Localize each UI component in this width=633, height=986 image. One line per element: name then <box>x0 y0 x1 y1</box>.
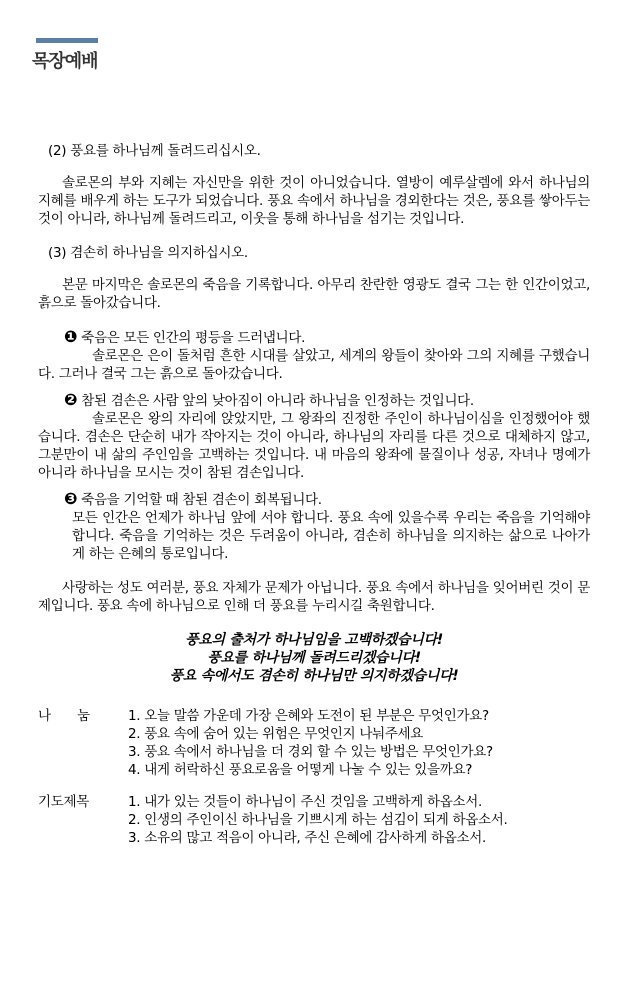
point-3-title: 죽음을 기억할 때 참된 겸손이 회복됩니다. <box>81 492 322 508</box>
sharing-label: 나 눔 <box>38 708 90 724</box>
point-2 <box>38 391 590 482</box>
sharing-item-2: 2. 풍요 속에 숨어 있는 위험은 무엇인지 나눠주세요 <box>128 726 424 742</box>
point-2-body: 솔로몬은 왕의 자리에 앉았지만, 그 왕좌의 진정한 주인이 하나님이심을 인정했어야 했습니다. 겸손은 단순히 내가 작아지는 것이 아니라, 하나님의 자리를 다른 것으로 대체하지 않고, 그분만이 내 삶의 주인임을 고백하는 것입니다. 내 마음의 왕좌에 물질이나 성공, 자녀나 명예가 아니라 하나님을 모시는 것이 참된 겸손입니다. <box>38 411 590 481</box>
declarations <box>38 631 590 685</box>
point-1-title: 죽음은 모든 인간의 평등을 드러냅니다. <box>81 330 306 346</box>
declaration-3: 풍요 속에서도 겸손히 하나님만 의지하겠습니다! <box>169 668 459 684</box>
prayer-item-2: 2. 인생의 주인이신 하나님을 기쁘시게 하는 섬김이 되게 하옵소서. <box>128 812 508 828</box>
logo-bar <box>36 38 98 43</box>
point-1-marker: ❶ <box>64 327 78 346</box>
point-1 <box>38 328 590 383</box>
section-3-heading: (3) 겸손히 하나님을 의지하십시오. <box>48 245 248 261</box>
section-2-heading: (2) 풍요를 하나님께 돌려드리십시오. <box>48 143 261 159</box>
closing-paragraph: 사랑하는 성도 여러분, 풍요 자체가 문제가 아닙니다. 풍요 속에서 하나님을 잊어버린 것이 문제입니다. 풍요 속에 하나님으로 인해 더 풍요를 누리시길 축원합니다. <box>38 580 590 614</box>
prayer-section <box>38 793 590 847</box>
section-2-body: 솔로몬의 부와 지혜는 자신만을 위한 것이 아니었습니다. 열방이 예루살렘에 와서 하나님의 지혜를 배우게 하는 도구가 되었습니다. 풍요 속에서 하나님을 경외한다는 것은, 풍요를 쌓아두는 것이 아니라, 하나님께 돌려드리고, 이웃을 통해 하나님을 섬기는 것입니다. <box>38 175 590 227</box>
point-2-title: 참된 겸손은 사람 앞의 낮아짐이 아니라 하나님을 인정하는 것입니다. <box>81 393 474 409</box>
prayer-item-1: 1. 내가 있는 것들이 하나님이 주신 것임을 고백하게 하옵소서. <box>128 794 482 810</box>
point-3 <box>38 490 590 563</box>
logo-title: 목장예배 <box>32 51 98 72</box>
declaration-1: 풍요의 출처가 하나님임을 고백하겠습니다! <box>185 632 443 648</box>
prayer-item-3: 3. 소유의 많고 적음이 아니라, 주신 은혜에 감사하게 하옵소서. <box>128 830 486 846</box>
point-1-body: 솔로몬은 은이 돌처럼 흔한 시대를 살았고, 세계의 왕들이 찾아와 그의 지혜를 구했습니다. 그러나 결국 그는 흙으로 돌아갔습니다. <box>38 348 590 382</box>
sharing-item-3: 3. 풍요 속에서 하나님을 더 경외 할 수 있는 방법은 무엇인가요? <box>128 744 493 760</box>
section-3-body: 본문 마지막은 솔로몬의 죽음을 기록합니다. 아무리 찬란한 영광도 결국 그는 한 인간이었고, 흙으로 돌아갔습니다. <box>38 277 590 311</box>
sermon-content <box>38 142 590 861</box>
point-3-body: 모든 인간은 언제가 하나님 앞에 서야 합니다. 풍요 속에 있을수록 우리는 죽음을 기억해야 합니다. 죽음을 기억하는 것은 두려움이 아니라, 겸손히 하나님을 의지하는 삶으로 나아가게 하는 은혜의 통로입니다. <box>72 510 590 562</box>
sharing-item-4: 4. 내게 허락하신 풍요로움을 어떻게 나눌 수 있는 있을까요? <box>128 762 473 778</box>
point-3-marker: ❸ <box>64 489 78 508</box>
sharing-item-1: 1. 오늘 말씀 가운데 가장 은혜와 도전이 된 부분은 무엇인가요? <box>128 708 489 724</box>
point-2-marker: ❷ <box>64 390 78 409</box>
sharing-section <box>38 707 590 779</box>
prayer-label: 기도제목 <box>38 794 89 810</box>
declaration-2: 풍요를 하나님께 돌려드리겠습니다! <box>207 650 421 666</box>
